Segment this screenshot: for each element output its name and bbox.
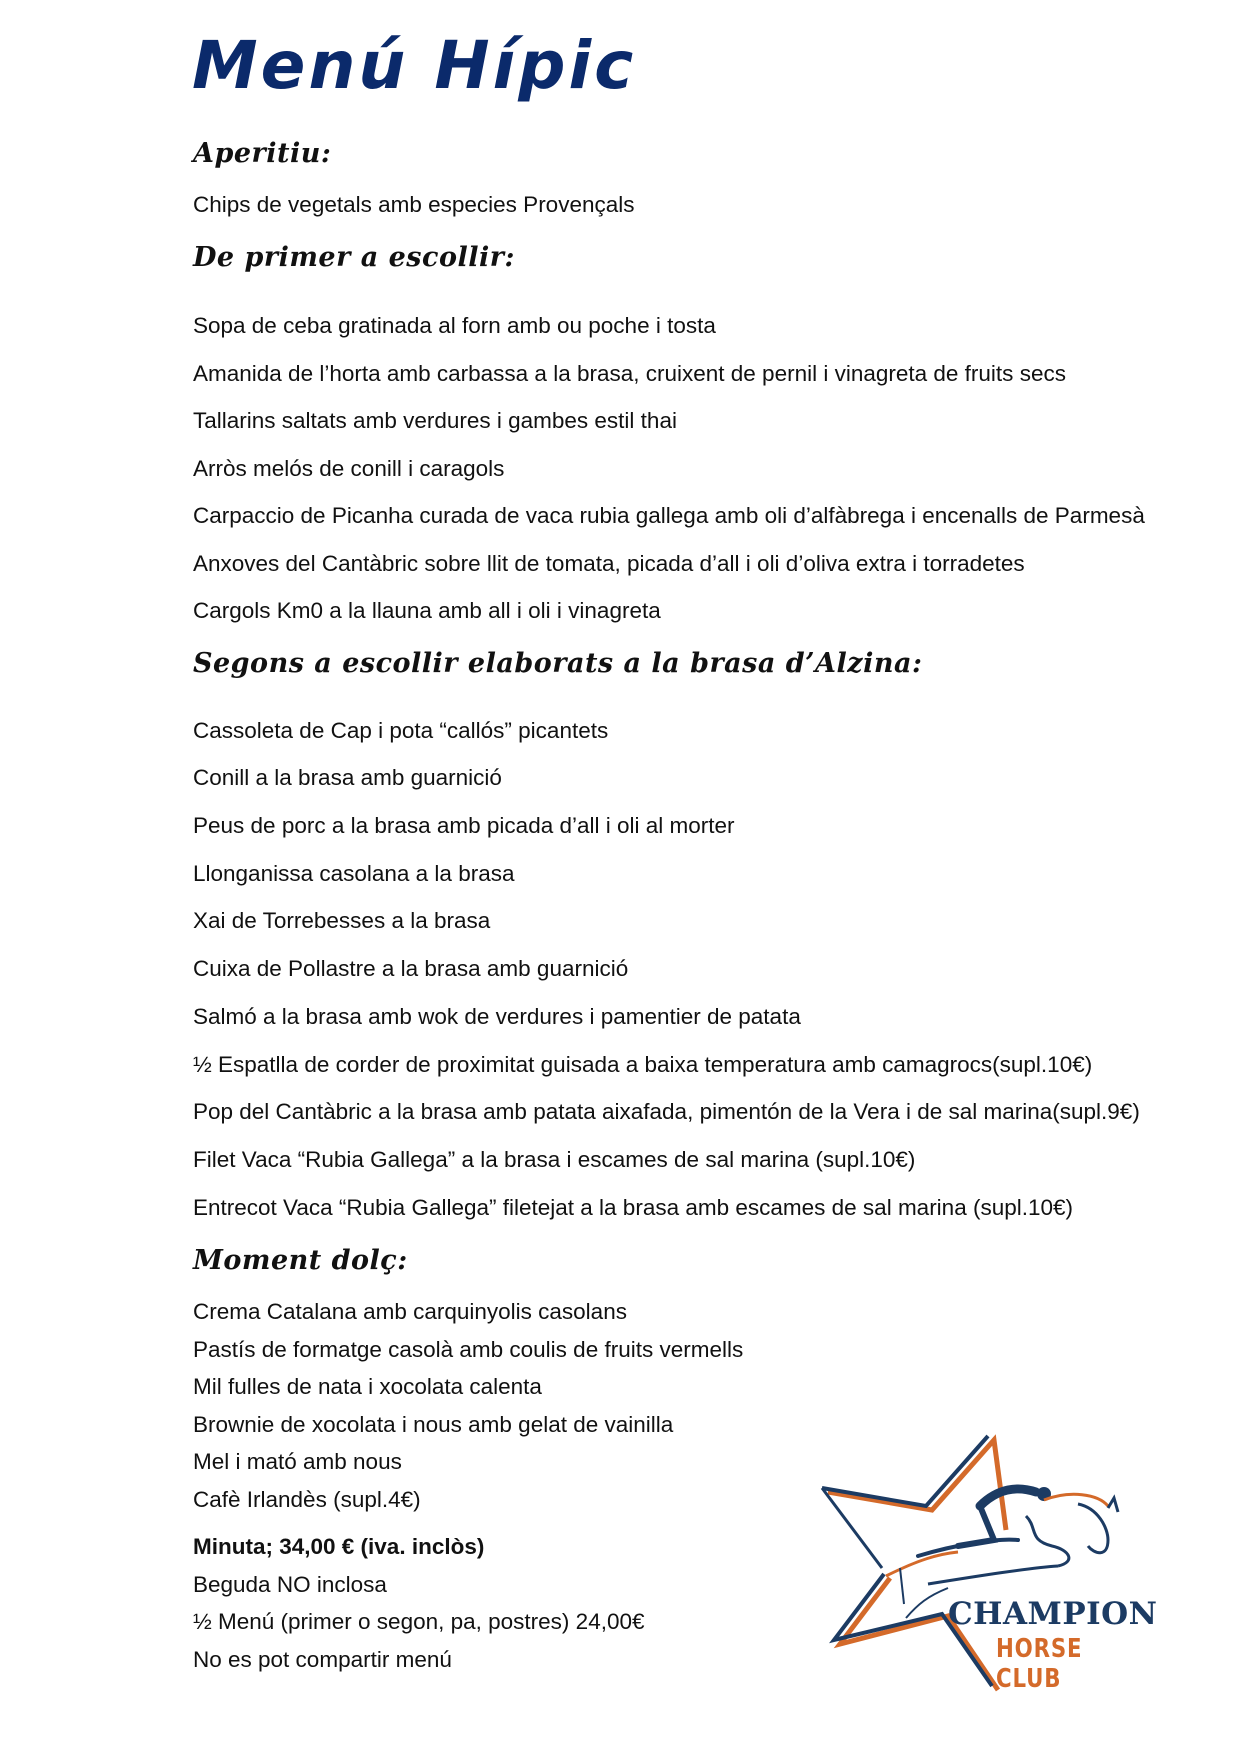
menu-item: Conill a la brasa amb guarnició [193,765,502,790]
logo-name-line2: HORSE CLUB [996,1634,1083,1694]
drinks-note: Beguda NO inclosa [193,1572,387,1597]
menu-item: Mel i mató amb nous [193,1449,402,1474]
menu-item: Crema Catalana amb carquinyolis casolans [193,1299,627,1324]
menu-item: Xai de Torrebesses a la brasa [193,908,491,933]
menu-item: Filet Vaca “Rubia Gallega” a la brasa i escames de sal marina (supl.10€) [193,1147,916,1172]
menu-item: Anxoves del Cantàbric sobre llit de tomata, picada d’all i oli d’oliva extra i torradetes [193,551,1025,576]
half-menu-price: ½ Menú (primer o segon, pa, postres) 24,00€ [193,1609,645,1634]
menu-price: Minuta; 34,00 € (iva. inclòs) [193,1534,485,1559]
menu-item: Brownie de xocolata i nous amb gelat de vainilla [193,1412,674,1437]
menu-item: Peus de porc a la brasa amb picada d’all i oli al morter [193,813,735,838]
menu-item: Cargols Km0 a la llauna amb all i oli i vinagreta [193,598,661,623]
menu-item: Cassoleta de Cap i pota “callós” picantets [193,718,609,743]
section-heading-primers: De primer a escollir: [193,242,515,273]
section-heading-segons: Segons a escollir elaborats a la brasa d’Alzina: [193,648,923,679]
menu-item: Salmó a la brasa amb wok de verdures i pamentier de patata [193,1004,801,1029]
menu-item: Mil fulles de nata i xocolata calenta [193,1374,542,1399]
logo-name-line1: CHAMPION [948,1596,1158,1632]
menu-item: Sopa de ceba gratinada al forn amb ou poche i tosta [193,313,716,338]
section-heading-postres: Moment dolç: [193,1245,408,1276]
menu-item: Llonganissa casolana a la brasa [193,861,515,886]
champion-horse-club-logo [808,1428,1168,1696]
menu-item: Entrecot Vaca “Rubia Gallega” filetejat a la brasa amb escames de sal marina (supl.10€) [193,1195,1074,1220]
menu-item: Tallarins saltats amb verdures i gambes estil thai [193,408,677,433]
menu-item: ½ Espatlla de corder de proximitat guisada a baixa temperatura amb camagrocs(supl.10€) [193,1052,1093,1077]
menu-item: Pastís de formatge casolà amb coulis de fruits vermells [193,1337,744,1362]
menu-item: Cuixa de Pollastre a la brasa amb guarnició [193,956,629,981]
section-heading-aperitiu: Aperitiu: [193,138,332,169]
menu-item: Amanida de l’horta amb carbassa a la brasa, cruixent de pernil i vinagreta de fruits secs [193,361,1066,386]
no-share-note: No es pot compartir menú [193,1647,452,1672]
menu-item: Arròs melós de conill i caragols [193,456,505,481]
page-title: Menú Hípic [192,27,637,104]
menu-item: Carpaccio de Picanha curada de vaca rubia gallega amb oli d’alfàbrega i encenalls de Parmesà [193,503,1145,528]
menu-item: Chips de vegetals amb especies Provençals [193,192,635,217]
menu-item: Pop del Cantàbric a la brasa amb patata aixafada, pimentón de la Vera i de sal marina(supl.9€) [193,1099,1140,1124]
menu-item: Cafè Irlandès (supl.4€) [193,1487,421,1512]
